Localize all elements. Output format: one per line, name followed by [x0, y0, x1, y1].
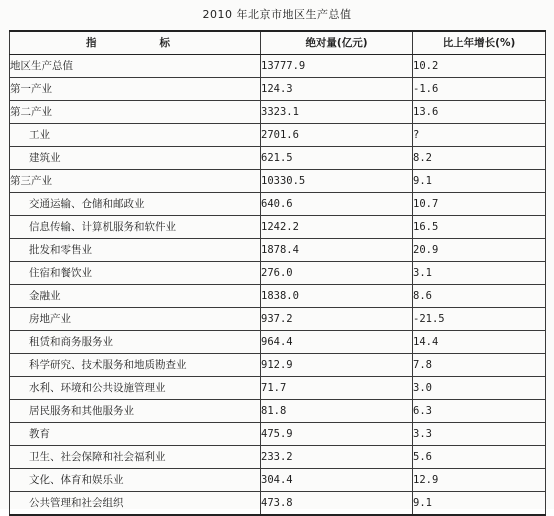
table-header-row	[10, 31, 546, 55]
growth-rate-cell: 10.7	[413, 193, 546, 216]
absolute-value-cell: 1242.2	[261, 216, 413, 239]
absolute-value-cell: 10330.5	[261, 170, 413, 193]
table-row	[10, 354, 546, 377]
absolute-value-cell: 1878.4	[261, 239, 413, 262]
table-row	[10, 400, 546, 423]
absolute-value-cell: 304.4	[261, 469, 413, 492]
indicator-name-cell: 房地产业	[10, 308, 261, 331]
growth-rate-cell: 7.8	[413, 354, 546, 377]
growth-rate-cell: 13.6	[413, 101, 546, 124]
table-row	[10, 239, 546, 262]
absolute-value-cell: 1838.0	[261, 285, 413, 308]
indicator-name-cell: 第二产业	[10, 101, 261, 124]
growth-rate-cell: 20.9	[413, 239, 546, 262]
indicator-name-cell: 租赁和商务服务业	[10, 331, 261, 354]
growth-rate-cell: -1.6	[413, 78, 546, 101]
header-indicator: 指 标	[10, 31, 261, 55]
absolute-value-cell: 276.0	[261, 262, 413, 285]
table-row	[10, 124, 546, 147]
gdp-table	[9, 30, 546, 516]
growth-rate-cell: 9.1	[413, 170, 546, 193]
growth-rate-cell: 12.9	[413, 469, 546, 492]
absolute-value-cell: 912.9	[261, 354, 413, 377]
growth-rate-cell: 8.2	[413, 147, 546, 170]
indicator-name-cell: 第三产业	[10, 170, 261, 193]
table-row	[10, 308, 546, 331]
indicator-name-cell: 金融业	[10, 285, 261, 308]
growth-rate-cell: ?	[413, 124, 546, 147]
absolute-value-cell: 233.2	[261, 446, 413, 469]
absolute-value-cell: 640.6	[261, 193, 413, 216]
table-row	[10, 492, 546, 516]
growth-rate-cell: 3.3	[413, 423, 546, 446]
growth-rate-cell: 6.3	[413, 400, 546, 423]
header-growth-rate: 比上年增长(%)	[413, 31, 546, 55]
table-row	[10, 147, 546, 170]
absolute-value-cell: 13777.9	[261, 55, 413, 78]
table-row	[10, 262, 546, 285]
absolute-value-cell: 124.3	[261, 78, 413, 101]
indicator-name-cell: 教育	[10, 423, 261, 446]
table-row	[10, 285, 546, 308]
indicator-name-cell: 公共管理和社会组织	[10, 492, 261, 516]
growth-rate-cell: 16.5	[413, 216, 546, 239]
table-row	[10, 193, 546, 216]
table-row	[10, 101, 546, 124]
absolute-value-cell: 621.5	[261, 147, 413, 170]
growth-rate-cell: 8.6	[413, 285, 546, 308]
indicator-name-cell: 交通运输、仓储和邮政业	[10, 193, 261, 216]
table-row	[10, 377, 546, 400]
indicator-name-cell: 科学研究、技术服务和地质勘查业	[10, 354, 261, 377]
table-body	[10, 55, 546, 516]
growth-rate-cell: 10.2	[413, 55, 546, 78]
table-row	[10, 331, 546, 354]
indicator-name-cell: 地区生产总值	[10, 55, 261, 78]
table-title: 2010 年北京市地区生产总值	[202, 8, 352, 21]
absolute-value-cell: 475.9	[261, 423, 413, 446]
indicator-name-cell: 信息传输、计算机服务和软件业	[10, 216, 261, 239]
indicator-name-cell: 水利、环境和公共设施管理业	[10, 377, 261, 400]
table-row	[10, 423, 546, 446]
growth-rate-cell: 3.1	[413, 262, 546, 285]
absolute-value-cell: 81.8	[261, 400, 413, 423]
table-row	[10, 170, 546, 193]
indicator-name-cell: 工业	[10, 124, 261, 147]
indicator-name-cell: 住宿和餐饮业	[10, 262, 261, 285]
indicator-name-cell: 批发和零售业	[10, 239, 261, 262]
indicator-name-cell: 文化、体育和娱乐业	[10, 469, 261, 492]
absolute-value-cell: 71.7	[261, 377, 413, 400]
header-absolute-value: 绝对量(亿元)	[261, 31, 413, 55]
growth-rate-cell: 5.6	[413, 446, 546, 469]
table-row	[10, 469, 546, 492]
indicator-name-cell: 建筑业	[10, 147, 261, 170]
absolute-value-cell: 3323.1	[261, 101, 413, 124]
table-row	[10, 78, 546, 101]
table-row	[10, 55, 546, 78]
growth-rate-cell: -21.5	[413, 308, 546, 331]
indicator-name-cell: 第一产业	[10, 78, 261, 101]
table-row	[10, 446, 546, 469]
growth-rate-cell: 9.1	[413, 492, 546, 516]
absolute-value-cell: 2701.6	[261, 124, 413, 147]
indicator-name-cell: 居民服务和其他服务业	[10, 400, 261, 423]
table-row	[10, 216, 546, 239]
absolute-value-cell: 937.2	[261, 308, 413, 331]
growth-rate-cell: 14.4	[413, 331, 546, 354]
growth-rate-cell: 3.0	[413, 377, 546, 400]
indicator-name-cell: 卫生、社会保障和社会福利业	[10, 446, 261, 469]
absolute-value-cell: 964.4	[261, 331, 413, 354]
absolute-value-cell: 473.8	[261, 492, 413, 516]
